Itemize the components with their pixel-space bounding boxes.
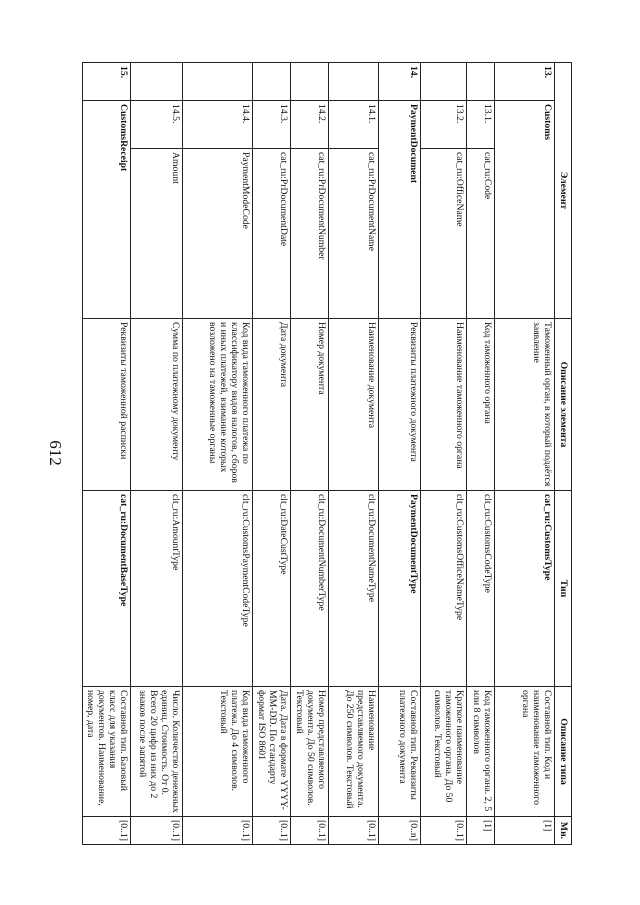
multiplicity: [0..1] [329,817,379,845]
indent-cell [329,63,379,101]
multiplicity: [0..1] [253,817,291,845]
type-description: Дата. Дата в формате YYYY-MM-DD. По стандарту формат ISO 8601 [253,687,291,817]
table-viewport [85,62,572,844]
type-description: Краткое наименование таможенного органа. До 50 символов. Текстовый [421,687,467,817]
element-description: Код вида таможенного платежа по классификатору видов налогов, сборов и иных платежей, взимание которых возложено на таможенные органы [183,319,253,491]
element-description: Код таможенного органа [467,319,495,491]
row-number: 14. [379,63,421,101]
element-name: CustomsReceipt [82,101,130,319]
header-element-description: Описание элемента [555,319,572,491]
element-type: clt_ru:CustomsOfficeNameType [421,491,467,687]
table-row [467,63,495,845]
type-description: Составной тип. Базовый класс для указания документов. Наименование, номер, дата [82,687,130,817]
element-description: Реквизиты таможенной расписки [82,319,130,491]
type-description: Номер представляемого документа. До 50 символов. Текстовый [291,687,329,817]
element-name: PaymentDocument [379,101,421,319]
element-name: cat_ru:PrDocumentName [329,149,379,319]
multiplicity: [0..1] [131,817,183,845]
element-type: cat_ru:CustomsType [495,491,555,687]
header-multiplicity: Мн. [555,817,572,845]
row-number: 13. [495,63,555,101]
row-number: 15. [82,63,130,101]
multiplicity: [0..1] [291,817,329,845]
row-number: 14.2. [291,101,329,149]
element-name: cat_ru:PrDocumentNumber [291,149,329,319]
element-description: Таможенный орган, в который подаётся заявление [495,319,555,491]
type-description: Код вида таможенного платежа. До 4 символов. Текстовый [183,687,253,817]
multiplicity: [0..1] [421,817,467,845]
indent-cell [421,63,467,101]
element-description: Наименование документа [329,319,379,491]
table-body [82,63,554,845]
type-description: Код таможенного органа. 2, 5 или 8 символов [467,687,495,817]
element-name: Amount [131,149,183,319]
indent-cell [253,63,291,101]
element-name: cat_ru:PrDocumentDate [253,149,291,319]
element-type: clt_ru:AmountType [131,491,183,687]
page-number: 612 [46,440,65,466]
type-description: Составной тип. Код и наименование таможенного органа [495,687,555,817]
table-row [183,63,253,845]
multiplicity: [1] [467,817,495,845]
table-row [495,63,555,845]
header-row [555,63,572,845]
multiplicity: [1] [495,817,555,845]
table-header [555,63,572,845]
element-name: cat_ru:Code [467,149,495,319]
header-type-description: Описание типа [555,687,572,817]
row-number: 14.1. [329,101,379,149]
element-description: Номер документа [291,319,329,491]
header-type: Тип [555,491,572,687]
element-table [82,62,572,845]
multiplicity: [0..1] [82,817,130,845]
table-row [329,63,379,845]
type-description: Наименование представляемого документа. До 250 символов. Текстовый [329,687,379,817]
header-element: Элемент [555,63,572,319]
element-description: Дата документа [253,319,291,491]
multiplicity: [0..1] [183,817,253,845]
element-type: PaymentDocumentType [379,491,421,687]
element-type: clt_ru:DocumentNameType [329,491,379,687]
indent-cell [131,63,183,101]
element-name: cat_ru:OfficeName [421,149,467,319]
row-number: 13.1. [467,101,495,149]
row-number: 14.3. [253,101,291,149]
element-name: Customs [495,101,555,319]
row-number: 14.4. [183,101,253,149]
element-name: PaymentModeCode [183,149,253,319]
multiplicity: [0..n] [379,817,421,845]
element-type: clt_ru:DateCustType [253,491,291,687]
indent-cell [183,63,253,101]
element-description: Реквизиты платежного документа [379,319,421,491]
table-row [82,63,130,845]
element-description: Сумма по платежному документу [131,319,183,491]
indent-cell [291,63,329,101]
table-row [379,63,421,845]
table-row [253,63,291,845]
element-type: clt_ru:DocumentNumberType [291,491,329,687]
indent-cell [467,63,495,101]
table-row [291,63,329,845]
element-type: clt_ru:CustomsCodeType [467,491,495,687]
row-number: 13.2. [421,101,467,149]
row-number: 14.5. [131,101,183,149]
rotated-table-wrapper [85,62,572,844]
element-type: clt_ru:CustomsPaymentCodeType [183,491,253,687]
element-description: Наименование таможенного органа [421,319,467,491]
type-description: Составной тип. Реквизиты платежного документа [379,687,421,817]
table-row [421,63,467,845]
element-type: cat_ru:DocumentBaseType [82,491,130,687]
type-description: Число. Количество денежных единиц. Стоимость. От 0. Всего 20 цифр из них до 2 знаков после запятой [131,687,183,817]
table-row [131,63,183,845]
